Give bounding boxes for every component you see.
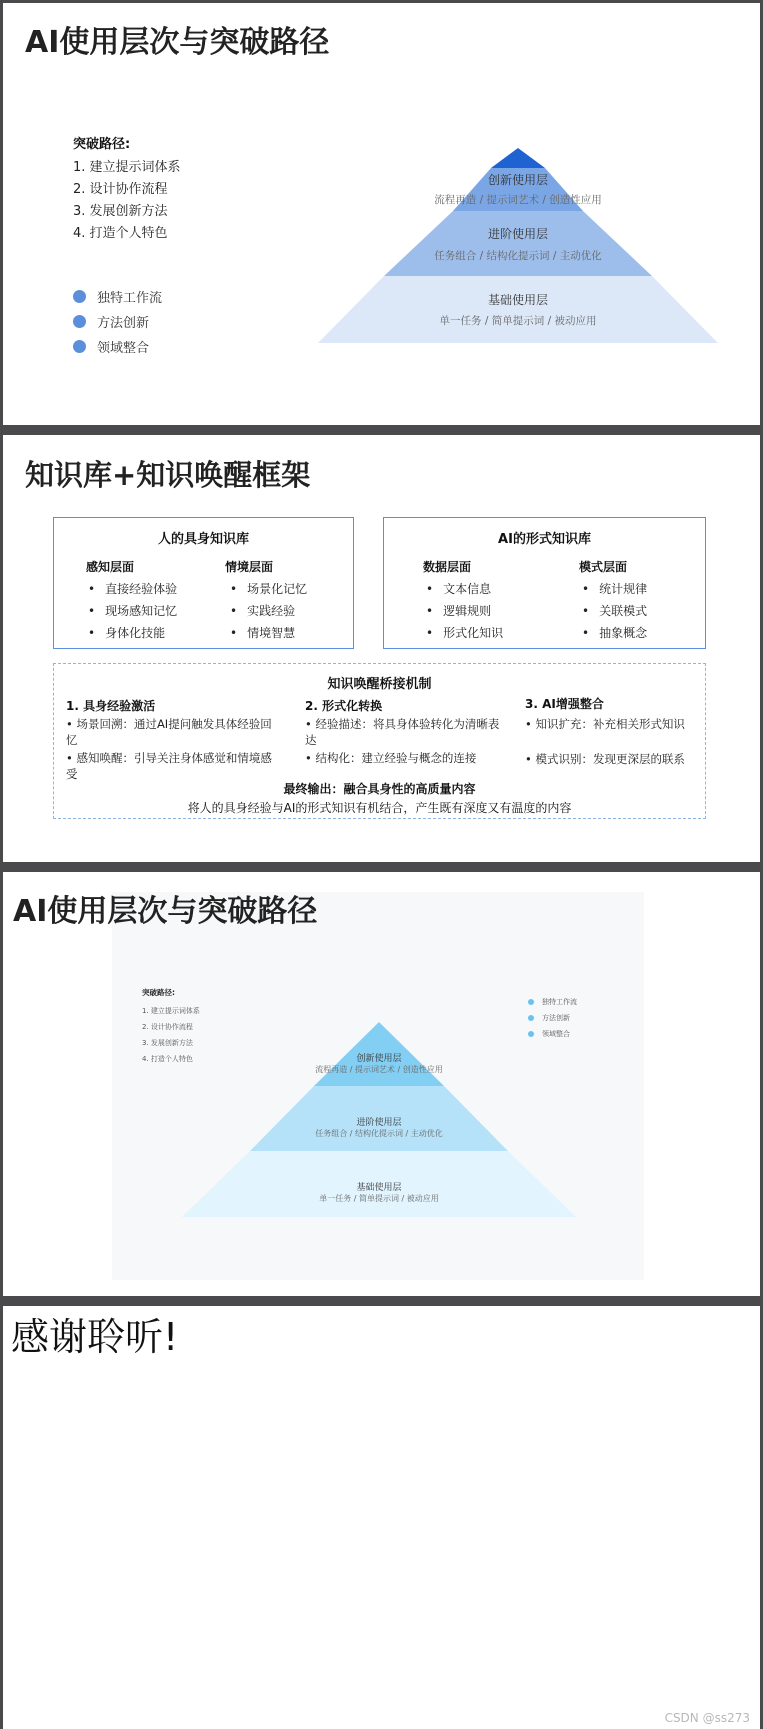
legend-label: 领域整合 [97, 341, 150, 356]
mechanism-point: • 知识扩充：补充相关形式知识 [525, 717, 685, 731]
legend-dot-icon [528, 999, 534, 1005]
path-step: 3. 发展创新方法 [142, 1039, 193, 1047]
slide-thank-you [3, 1306, 760, 1729]
legend-item [73, 312, 149, 331]
layer-description: 流程再造 / 提示词艺术 / 创造性应用 [315, 1065, 443, 1074]
inner-slide-image [112, 892, 644, 1280]
path-step: 3. 发展创新方法 [73, 204, 168, 219]
bullet-item: • 关联模式 [582, 602, 647, 619]
box-title: AI的形式知识库 [498, 532, 591, 547]
path-step: 1. 建立提示词体系 [142, 1007, 200, 1015]
legend-label: 领域整合 [542, 1030, 570, 1038]
layer-title: 创新使用层 [356, 1054, 402, 1064]
mechanism-title: 知识唤醒桥接机制 [327, 677, 432, 692]
bridge-mechanism-box [53, 663, 706, 819]
box-title: 人的具身知识库 [157, 532, 249, 547]
layer-title: 进阶使用层 [487, 227, 548, 241]
slide-ai-usage-levels [3, 3, 760, 425]
breakthrough-path-heading: 突破路径: [73, 137, 131, 152]
bullet-item: • 形式化知识 [426, 624, 503, 641]
legend-dot-icon [73, 290, 86, 303]
human-knowledge-box [53, 517, 354, 649]
slide-title: AI使用层次与突破路径 [13, 894, 318, 929]
legend-label: 方法创新 [97, 316, 150, 331]
legend-label: 方法创新 [542, 1014, 570, 1022]
column-heading: 数据层面 [423, 560, 472, 574]
column-heading: 感知层面 [86, 560, 135, 574]
slide-ai-usage-levels-copy [3, 872, 760, 1296]
layer-description: 任务组合 / 结构化提示词 / 主动优化 [434, 250, 602, 262]
csdn-watermark: CSDN @ss273 [664, 1711, 750, 1725]
layer-description: 任务组合 / 结构化提示词 / 主动优化 [315, 1129, 443, 1138]
bullet-item: • 场景化记忆 [230, 580, 307, 597]
path-step: 1. 建立提示词体系 [73, 160, 181, 175]
layer-title: 进阶使用层 [356, 1118, 402, 1128]
summary-text: 将人的具身经验与AI的形式知识有机结合，产生既有深度又有温度的内容 [187, 801, 572, 815]
breakthrough-path-heading: 突破路径: [142, 988, 175, 997]
mechanism-point: • 感知唤醒：引导关注身体感觉和情境感受 [66, 751, 272, 781]
legend-label: 独特工作流 [97, 291, 163, 306]
ai-knowledge-box [383, 517, 706, 649]
slide-title: 知识库+知识唤醒框架 [25, 458, 311, 492]
slide-knowledge-framework [3, 435, 760, 862]
legend-item [73, 337, 149, 356]
layer-title: 基础使用层 [487, 293, 548, 307]
thank-you-title: 感谢聆听! [11, 1315, 179, 1359]
bullet-item: • 文本信息 [426, 580, 491, 597]
mechanism-step-heading: 1. 具身经验激活 [66, 699, 156, 713]
bullet-item: • 统计规律 [582, 580, 647, 597]
mechanism-point: • 结构化：建立经验与概念的连接 [305, 751, 477, 765]
pyramid-advanced-layer [384, 211, 652, 276]
legend-dot-icon [73, 315, 86, 328]
bullet-item: • 现场感知记忆 [88, 602, 177, 619]
mechanism-point: • 经验描述：将具身体验转化为清晰表达 [305, 717, 500, 747]
path-step: 4. 打造个人特色 [142, 1055, 193, 1063]
layer-description: 流程再造 / 提示词艺术 / 创造性应用 [434, 194, 602, 206]
mechanism-point: • 场景回溯：通过AI提问触发具体经验回忆 [66, 717, 272, 747]
legend-item [73, 287, 162, 306]
path-step: 2. 设计协作流程 [73, 182, 168, 197]
column-heading: 情境层面 [225, 560, 274, 574]
layer-title: 基础使用层 [356, 1183, 402, 1193]
bullet-item: • 情境智慧 [230, 624, 295, 641]
legend-item [528, 997, 577, 1007]
legend-dot-icon [528, 1015, 534, 1021]
column-heading: 模式层面 [579, 560, 628, 574]
bullet-item: • 实践经验 [230, 602, 295, 619]
mechanism-point: • 模式识别：发现更深层的联系 [525, 752, 685, 766]
legend-dot-icon [73, 340, 86, 353]
bullet-item: • 抽象概念 [582, 624, 647, 641]
layer-description: 单一任务 / 简单提示词 / 被动应用 [439, 315, 597, 327]
mechanism-step-heading: 3. AI增强整合 [525, 697, 604, 711]
legend-label: 独特工作流 [542, 998, 577, 1006]
pyramid-basic-layer [318, 276, 718, 343]
mechanism-step-heading: 2. 形式化转换 [305, 699, 383, 713]
bullet-item: • 身体化技能 [88, 624, 165, 641]
pyramid-top-layer [491, 148, 545, 168]
bullet-item: • 直接经验体验 [88, 580, 177, 597]
layer-description: 单一任务 / 简单提示词 / 被动应用 [319, 1194, 439, 1203]
bullet-item: • 逻辑规则 [426, 602, 491, 619]
path-step: 4. 打造个人特色 [73, 226, 168, 241]
slide-title: AI使用层次与突破路径 [25, 25, 330, 60]
layer-title: 创新使用层 [487, 173, 548, 187]
final-output: 最终输出：融合具身性的高质量内容 [283, 782, 476, 796]
path-step: 2. 设计协作流程 [142, 1023, 193, 1031]
